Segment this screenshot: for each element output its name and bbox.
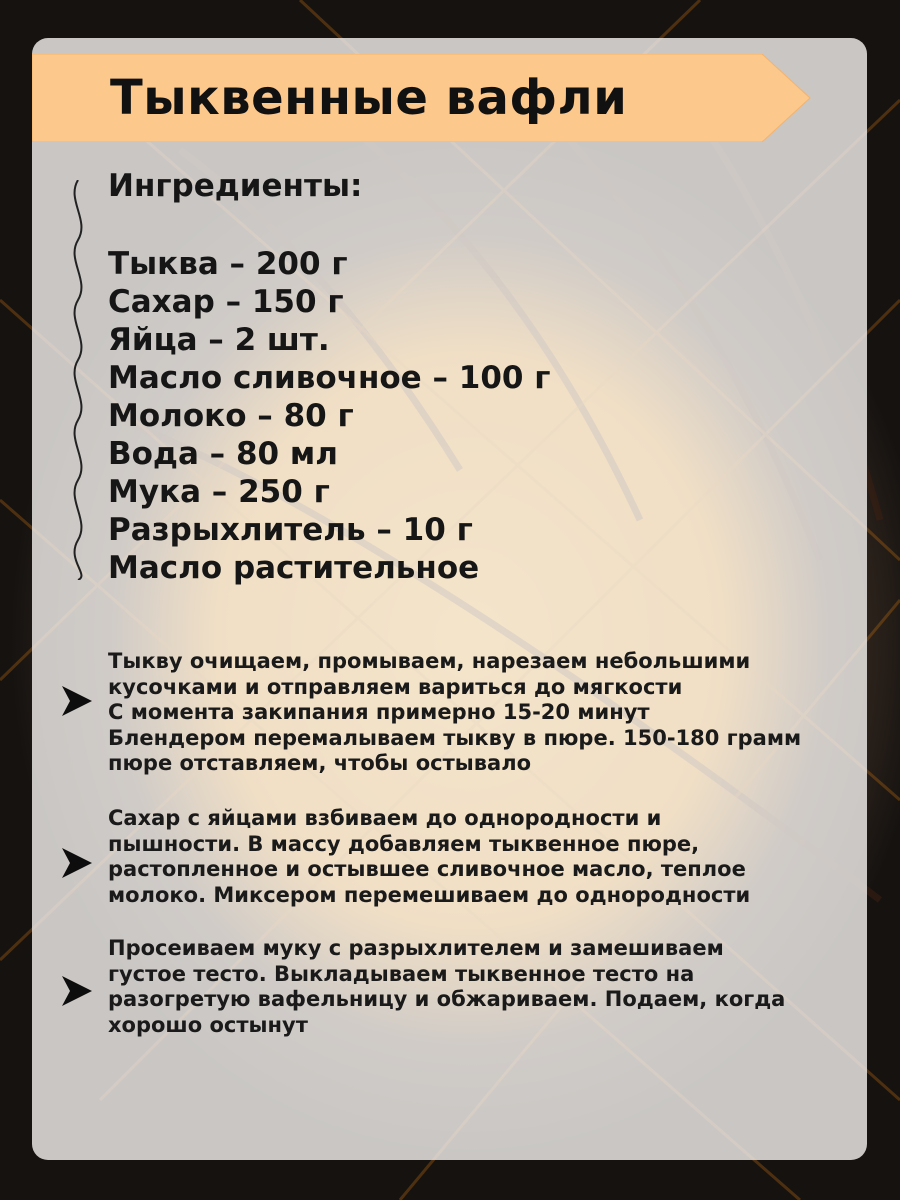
step-line: разогретую вафельницу и обжариваем. Подаем, когда xyxy=(108,987,786,1011)
step-line: Тыкву очищаем, промываем, нарезаем небольшими xyxy=(108,649,751,673)
step-1 xyxy=(108,649,848,777)
arrowhead-right-icon xyxy=(60,684,94,718)
step-2 xyxy=(108,806,848,908)
step-line: молоко. Миксером перемешиваем до однородности xyxy=(108,882,751,907)
step-line: хорошо остынут xyxy=(108,1012,308,1037)
ingredient-item: Разрыхлитель – 10 г xyxy=(108,512,473,548)
ingredients-heading: Ингредиенты: xyxy=(108,168,363,204)
step-line: кусочками и отправляем вариться до мягкости xyxy=(108,674,683,699)
arrowhead-right-icon xyxy=(60,846,94,880)
ingredient-item: Масло сливочное – 100 г xyxy=(108,360,551,396)
step-3 xyxy=(108,936,848,1038)
ingredient-item: Яйца – 2 шт. xyxy=(108,322,330,358)
ingredients-list xyxy=(108,245,550,587)
ingredient-item: Сахар – 150 г xyxy=(108,284,344,320)
step-line: Просеиваем муку с разрыхлителем и замешиваем xyxy=(108,936,724,960)
step-line: густое тесто. Выкладываем тыквенное тесто на xyxy=(108,961,695,986)
page-title: Тыквенные вафли xyxy=(110,70,628,126)
ingredient-item: Тыква – 200 г xyxy=(108,246,348,282)
wavy-line-icon xyxy=(66,180,90,580)
step-line: С момента закипания примерно 15-20 минут xyxy=(108,700,650,724)
ingredient-item: Масло растительное xyxy=(108,550,480,586)
ingredient-item: Вода – 80 мл xyxy=(108,436,338,472)
arrowhead-right-icon xyxy=(60,974,94,1008)
ingredient-item: Молоко – 80 г xyxy=(108,398,354,434)
step-line: пышности. В массу добавляем тыквенное пюре, xyxy=(108,831,700,856)
step-line: растопленное и остывшее сливочное масло, теплое xyxy=(108,857,746,881)
step-line: пюре отставляем, чтобы остывало xyxy=(108,751,532,775)
ingredient-item: Мука – 250 г xyxy=(108,474,330,510)
step-line: Блендером перемалываем тыкву в пюре. 150-180 грамм xyxy=(108,725,802,750)
step-line: Сахар с яйцами взбиваем до однородности и xyxy=(108,806,662,830)
